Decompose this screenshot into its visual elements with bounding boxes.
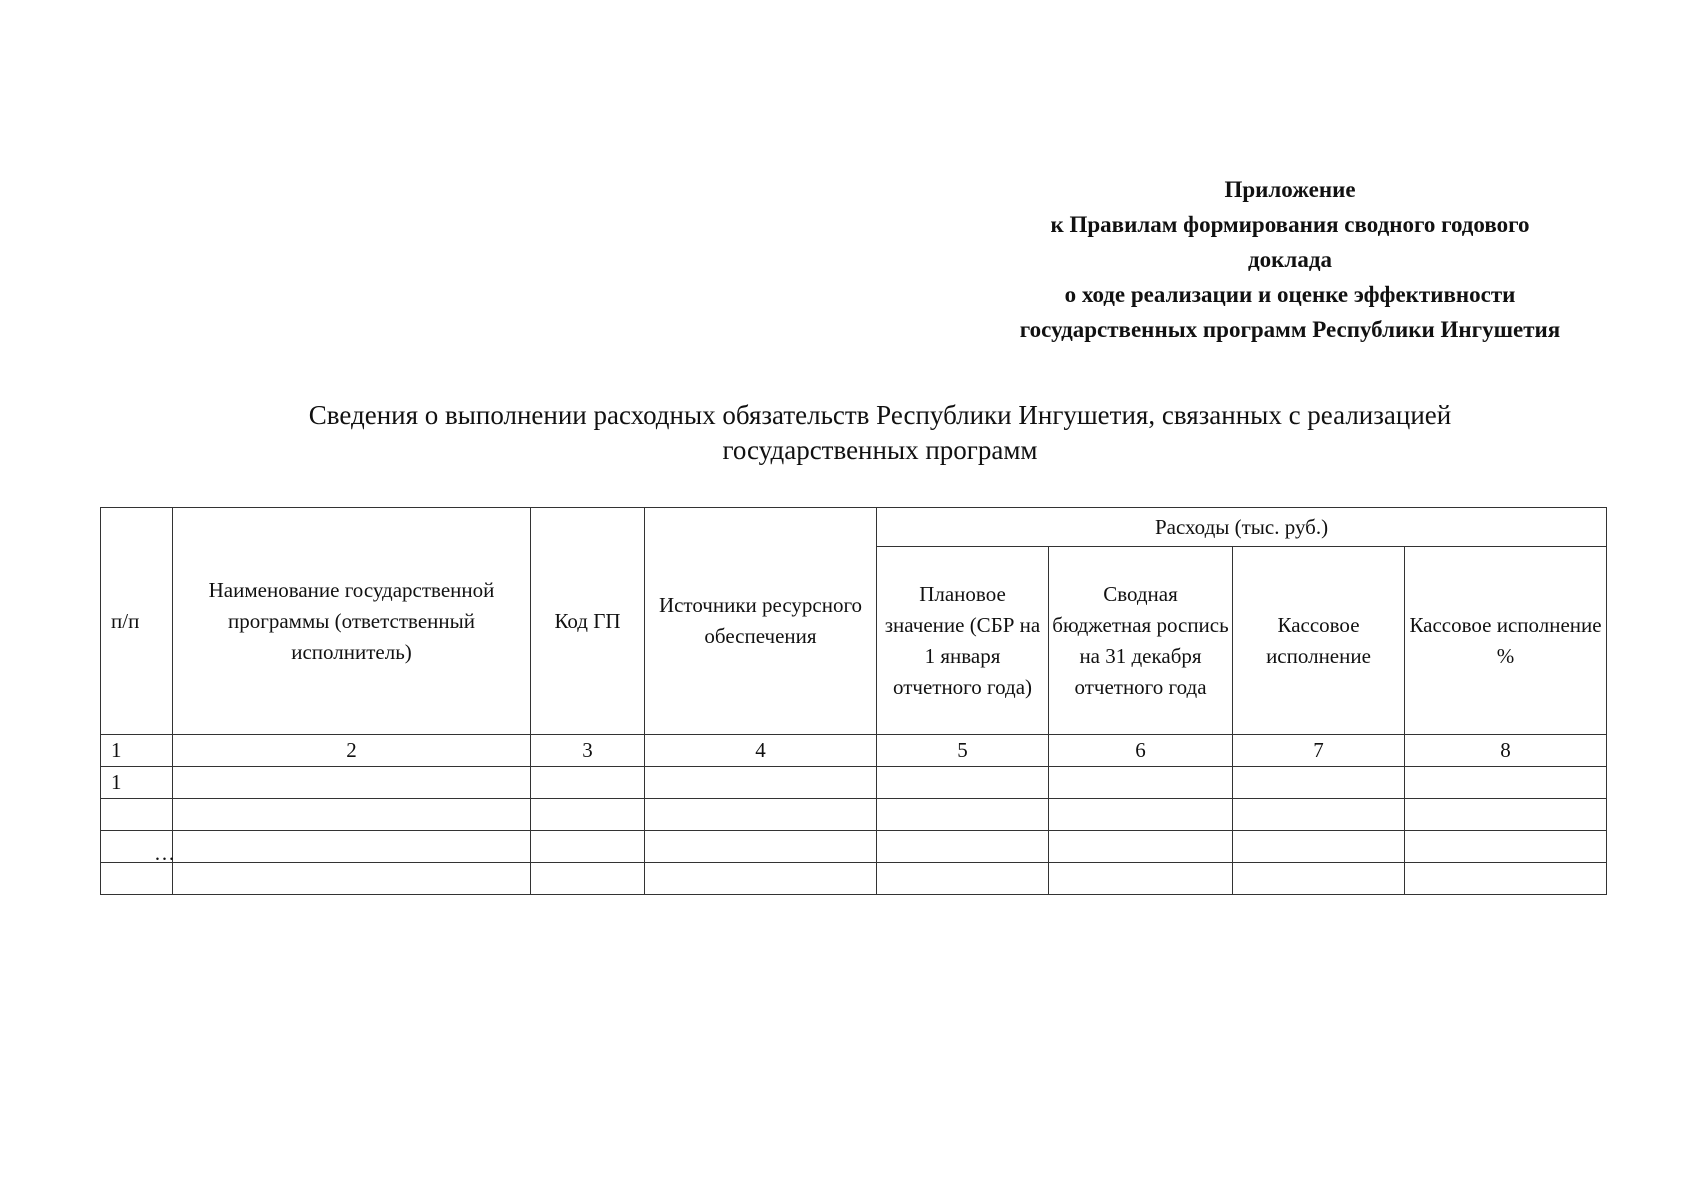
- table-cell: [877, 863, 1049, 895]
- table-cell: [531, 799, 645, 831]
- header-program-name: Наименование государственной программы (ответственный исполнитель): [173, 508, 531, 735]
- document-title: [180, 398, 1580, 468]
- header-row-number: п/п: [101, 508, 173, 735]
- table-cell: [531, 863, 645, 895]
- table-cell: 1: [101, 767, 173, 799]
- table-cell: [173, 863, 531, 895]
- header-funding-sources: Источники ресурсного обеспечения: [645, 508, 877, 735]
- column-index-cell: 3: [531, 735, 645, 767]
- table-cell: [1233, 799, 1405, 831]
- table-cell: [1233, 863, 1405, 895]
- table-row: [101, 799, 1607, 831]
- appendix-line: о ходе реализации и оценке эффективности: [1064, 282, 1516, 307]
- table-cell: [1405, 831, 1607, 863]
- header-cash-execution-percent: Кассовое исполнение %: [1405, 547, 1607, 735]
- table-cell: [173, 831, 531, 863]
- table-cell: [645, 799, 877, 831]
- continuation-ellipsis: …: [154, 841, 175, 865]
- table-cell: [101, 863, 173, 895]
- table-cell: [1233, 767, 1405, 799]
- table-cell: [645, 863, 877, 895]
- appendix-line: доклада: [1248, 247, 1332, 272]
- table-cell: [1405, 767, 1607, 799]
- column-index-cell: 2: [173, 735, 531, 767]
- appendix-block: [940, 172, 1640, 347]
- column-index-cell: 4: [645, 735, 877, 767]
- table-cell: [1405, 799, 1607, 831]
- title-line: Сведения о выполнении расходных обязательств Республики Ингушетия, связанных с реализацией: [308, 400, 1452, 430]
- table-cell: [1233, 831, 1405, 863]
- column-index-cell: 7: [1233, 735, 1405, 767]
- table-cell: [877, 831, 1049, 863]
- table-cell: [877, 799, 1049, 831]
- table-cell: [645, 767, 877, 799]
- appendix-line: государственных программ Республики Ингушетия: [1019, 317, 1561, 342]
- header-planned-value: Плановое значение (СБР на 1 января отчетного года): [877, 547, 1049, 735]
- table-cell: [1405, 863, 1607, 895]
- table-cell: [1049, 767, 1233, 799]
- header-cash-execution: Кассовое исполнение: [1233, 547, 1405, 735]
- table-cell: [645, 831, 877, 863]
- column-index-cell: 5: [877, 735, 1049, 767]
- table-cell: [173, 767, 531, 799]
- appendix-line: Приложение: [1224, 177, 1356, 202]
- column-index-cell: 8: [1405, 735, 1607, 767]
- table-row: [101, 767, 1607, 799]
- table-cell: [531, 831, 645, 863]
- expenditure-table: [100, 507, 1607, 895]
- table-row: [101, 863, 1607, 895]
- table-cell: [531, 767, 645, 799]
- column-index-cell: 1: [101, 735, 173, 767]
- column-index-row: [101, 735, 1607, 767]
- column-index-cell: 6: [1049, 735, 1233, 767]
- table-cell: [1049, 799, 1233, 831]
- header-budget-list: Сводная бюджетная роспись на 31 декабря отчетного года: [1049, 547, 1233, 735]
- header-expenses-group: Расходы (тыс. руб.): [877, 508, 1607, 547]
- table-cell: [101, 799, 173, 831]
- table-cell: [173, 799, 531, 831]
- appendix-line: к Правилам формирования сводного годового: [1050, 212, 1530, 237]
- title-line: государственных программ: [722, 435, 1038, 465]
- table-cell: [1049, 863, 1233, 895]
- table-row: [101, 831, 1607, 863]
- table-cell: [1049, 831, 1233, 863]
- table-cell: [877, 767, 1049, 799]
- header-program-code: Код ГП: [531, 508, 645, 735]
